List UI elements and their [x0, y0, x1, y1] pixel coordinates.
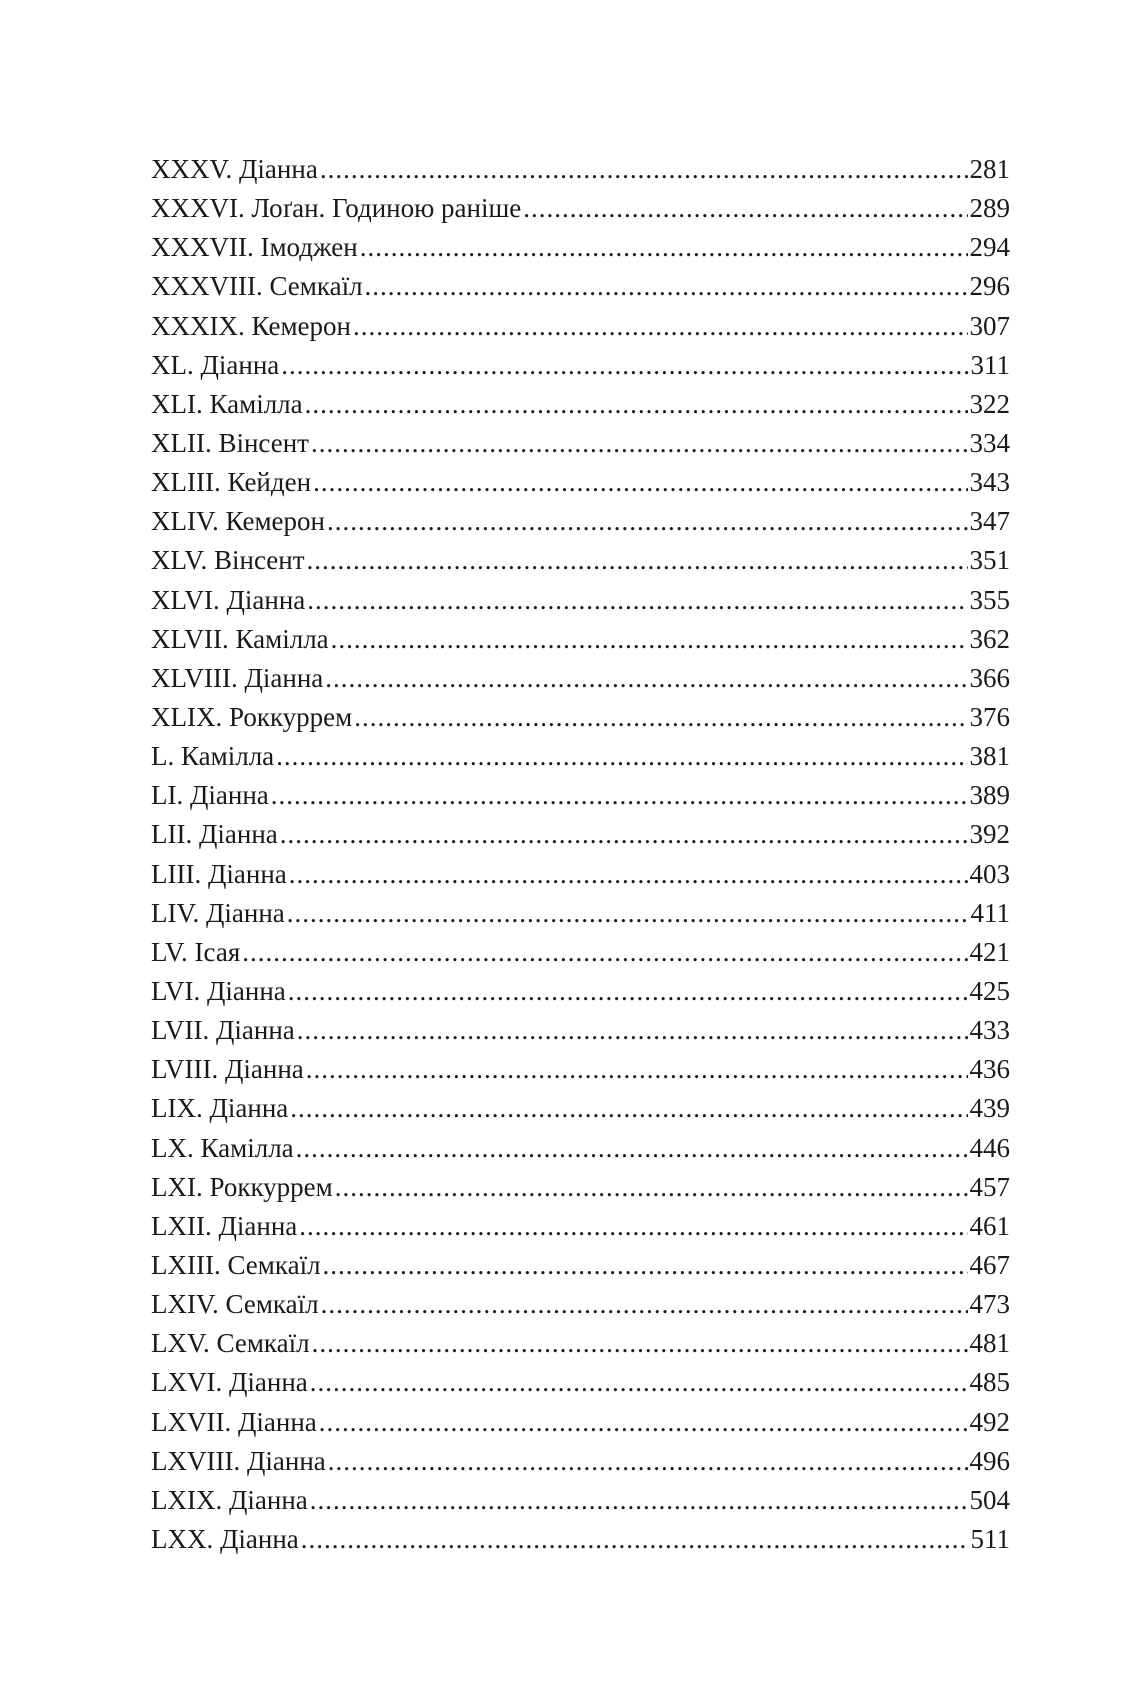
toc-entry-page-number: 334: [969, 427, 1010, 458]
toc-entry-page-number: 322: [969, 388, 1010, 419]
toc-entry-page-number: 411: [970, 897, 1010, 928]
toc-entry: [151, 1011, 1010, 1050]
toc-entry-page-number: 362: [969, 623, 1010, 654]
toc-entry-page-number: 343: [969, 467, 1010, 498]
toc-entry-page-number: 457: [969, 1171, 1010, 1202]
toc-entry: [151, 502, 1010, 541]
toc-entry-title: XLV. Вінсент: [151, 545, 305, 576]
toc-entry-page-number: 473: [969, 1289, 1010, 1320]
toc-entry-page-number: 421: [969, 936, 1010, 967]
toc-entry-title: LVII. Діанна: [151, 1015, 295, 1046]
toc-entry: [151, 1363, 1010, 1402]
toc-entry: [151, 1050, 1010, 1089]
toc-entry: [151, 815, 1010, 854]
dot-leader: [323, 1246, 968, 1285]
toc-entry-title: LXIX. Діанна: [151, 1484, 308, 1515]
toc-entry: [151, 620, 1010, 659]
toc-entry-page-number: 496: [969, 1445, 1010, 1476]
toc-entry: [151, 659, 1010, 698]
toc-entry-title: XLVI. Діанна: [151, 584, 306, 615]
toc-entry-page-number: 355: [969, 584, 1010, 615]
toc-entry: [151, 1442, 1010, 1481]
toc-entry-title: XLIX. Роккуррем: [151, 701, 353, 732]
toc-entry-title: LV. Ісая: [151, 936, 241, 967]
toc-entry: [151, 424, 1010, 463]
toc-entry-page-number: 389: [969, 780, 1010, 811]
toc-entry-title: LXV. Семкаїл: [151, 1328, 310, 1359]
toc-entry: [151, 1324, 1010, 1363]
toc-entry-page-number: 403: [969, 858, 1010, 889]
dot-leader: [321, 1285, 968, 1324]
toc-entry-page-number: 446: [969, 1132, 1010, 1163]
dot-leader: [305, 385, 968, 424]
toc-entry-title: LI. Діанна: [151, 780, 269, 811]
toc-entry-title: LVI. Діанна: [151, 975, 286, 1006]
toc-entry-title: XXXV. Діанна: [151, 154, 318, 184]
toc-entry: [151, 1403, 1010, 1442]
dot-leader: [288, 972, 968, 1011]
toc-entry-page-number: 511: [970, 1523, 1010, 1554]
toc-entry-title: XXXVIII. Семкаїл: [151, 271, 363, 302]
dot-leader: [360, 228, 968, 267]
dot-leader: [307, 541, 968, 580]
toc-entry: [151, 346, 1010, 385]
toc-entry-title: LXI. Роккуррем: [151, 1171, 333, 1202]
toc-entry-title: XLVIII. Діанна: [151, 662, 324, 693]
toc-entry-title: LXVI. Діанна: [151, 1367, 308, 1398]
dot-leader: [325, 659, 967, 698]
toc-entry-title: LVIII. Діанна: [151, 1054, 304, 1085]
toc-entry-title: LXVIII. Діанна: [151, 1445, 326, 1476]
dot-leader: [307, 581, 967, 620]
toc-entry-title: XLVII. Камілла: [151, 623, 329, 654]
toc-entry-page-number: 461: [969, 1210, 1010, 1241]
dot-leader: [523, 189, 967, 228]
toc-entry-page-number: 366: [969, 662, 1010, 693]
dot-leader: [276, 737, 967, 776]
toc-entry: [151, 933, 1010, 972]
toc-entry: [151, 267, 1010, 306]
dot-leader: [365, 267, 968, 306]
toc-entry: [151, 150, 1010, 189]
toc-entry-title: LXVII. Діанна: [151, 1406, 317, 1437]
toc-entry-page-number: 351: [969, 545, 1010, 576]
dot-leader: [296, 1129, 968, 1168]
toc-entry-title: XLIII. Кейден: [151, 467, 312, 498]
toc-entry-title: LXX. Діанна: [151, 1523, 299, 1554]
toc-entry-page-number: 307: [969, 310, 1010, 341]
toc-entry: [151, 1481, 1010, 1520]
dot-leader: [242, 933, 967, 972]
toc-entry: [151, 894, 1010, 933]
toc-entry-title: XLIV. Кемерон: [151, 506, 325, 537]
toc-entry-page-number: 433: [969, 1015, 1010, 1046]
toc-entry-title: XXXVII. Імоджен: [151, 232, 358, 263]
toc-entry: [151, 855, 1010, 894]
toc-entry-page-number: 347: [969, 506, 1010, 537]
dot-leader: [327, 502, 968, 541]
dot-leader: [281, 346, 968, 385]
toc-entry-title: XL. Діанна: [151, 349, 280, 380]
toc-entry: [151, 463, 1010, 502]
dot-leader: [297, 1011, 968, 1050]
toc-entry-page-number: 381: [969, 741, 1010, 772]
toc-entry: [151, 385, 1010, 424]
table-of-contents: [151, 150, 1010, 1559]
toc-entry-title: LIX. Діанна: [151, 1093, 289, 1124]
dot-leader: [312, 1324, 968, 1363]
toc-entry: [151, 1246, 1010, 1285]
toc-entry-page-number: 467: [969, 1249, 1010, 1280]
dot-leader: [310, 1363, 968, 1402]
dot-leader: [320, 150, 968, 189]
toc-entry-page-number: 296: [969, 271, 1010, 302]
dot-leader: [331, 620, 968, 659]
toc-entry-title: LII. Діанна: [151, 819, 278, 850]
dot-leader: [306, 1050, 968, 1089]
toc-entry-page-number: 376: [969, 701, 1010, 732]
toc-entry: [151, 776, 1010, 815]
toc-entry: [151, 1207, 1010, 1246]
toc-entry: [151, 581, 1010, 620]
toc-entry-page-number: 311: [970, 349, 1010, 380]
toc-entry-page-number: 392: [969, 819, 1010, 850]
toc-entry-title: LXIII. Семкаїл: [151, 1249, 321, 1280]
toc-entry: [151, 189, 1010, 228]
toc-entry: [151, 1129, 1010, 1168]
dot-leader: [353, 307, 968, 346]
toc-entry-page-number: 289: [969, 193, 1010, 224]
toc-entry-page-number: 425: [969, 975, 1010, 1006]
toc-entry-page-number: 294: [969, 232, 1010, 263]
toc-entry-title: LIV. Діанна: [151, 897, 285, 928]
dot-leader: [335, 1168, 968, 1207]
toc-entry-page-number: 281: [969, 154, 1010, 184]
dot-leader: [319, 1403, 968, 1442]
dot-leader: [299, 1207, 967, 1246]
dot-leader: [287, 894, 969, 933]
toc-entry-title: LXII. Діанна: [151, 1210, 298, 1241]
toc-entry-title: LIII. Діанна: [151, 858, 287, 889]
toc-entry: [151, 228, 1010, 267]
toc-entry: [151, 698, 1010, 737]
toc-entry-title: L. Камілла: [151, 741, 275, 772]
dot-leader: [271, 776, 968, 815]
dot-leader: [328, 1442, 968, 1481]
toc-entry-page-number: 436: [969, 1054, 1010, 1085]
toc-entry-page-number: 492: [969, 1406, 1010, 1437]
toc-entry-title: XXXIX. Кемерон: [151, 310, 351, 341]
toc-entry: [151, 1168, 1010, 1207]
dot-leader: [310, 1481, 968, 1520]
toc-entry: [151, 1285, 1010, 1324]
toc-entry-page-number: 485: [969, 1367, 1010, 1398]
toc-entry: [151, 737, 1010, 776]
dot-leader: [290, 1089, 967, 1128]
dot-leader: [301, 1520, 969, 1559]
toc-entry-title: LX. Камілла: [151, 1132, 294, 1163]
dot-leader: [313, 463, 967, 502]
toc-entry: [151, 972, 1010, 1011]
dot-leader: [280, 815, 968, 854]
toc-entry-page-number: 439: [969, 1093, 1010, 1124]
toc-entry-page-number: 504: [969, 1484, 1010, 1515]
dot-leader: [311, 424, 968, 463]
toc-entry-page-number: 481: [969, 1328, 1010, 1359]
dot-leader: [289, 855, 968, 894]
toc-entry: [151, 1089, 1010, 1128]
toc-entry-title: XXXVI. Лоґан. Годиною раніше: [151, 193, 522, 224]
toc-entry: [151, 1520, 1010, 1559]
dot-leader: [354, 698, 967, 737]
toc-entry-title: XLI. Камілла: [151, 388, 303, 419]
toc-entry: [151, 307, 1010, 346]
toc-entry: [151, 541, 1010, 580]
toc-entry-title: LXIV. Семкаїл: [151, 1289, 319, 1320]
toc-entry-title: XLII. Вінсент: [151, 427, 309, 458]
